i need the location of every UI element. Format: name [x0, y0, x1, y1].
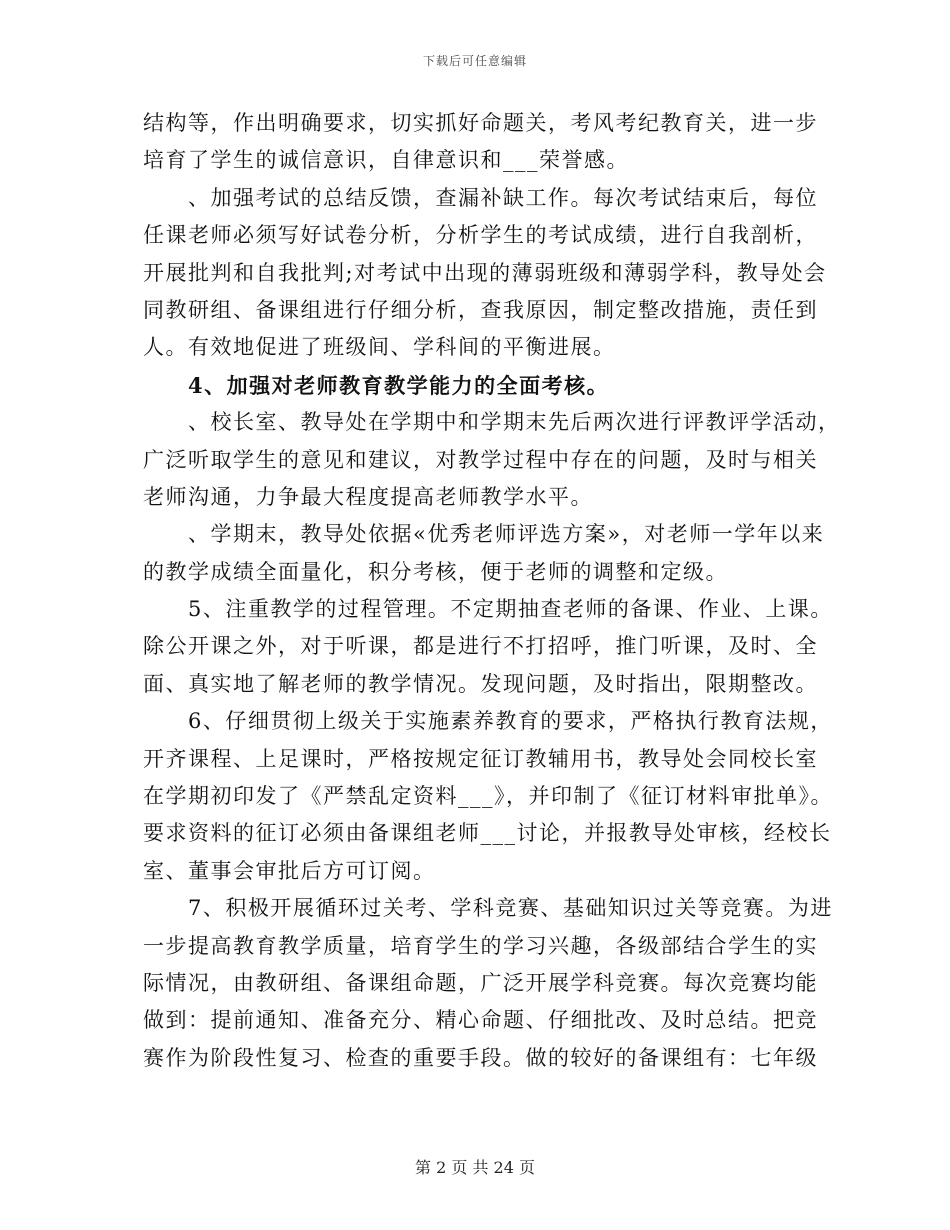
- text-line: 老师沟通，力争最大程度提高老师教学水平。: [143, 484, 593, 509]
- text-line: 、加强考试的总结反馈，查漏补缺工作。每次考试结束后，每位: [143, 185, 818, 210]
- text-line: 开齐课程、上足课时，严格按规定征订教辅用书，教导处会同校长室: [143, 746, 818, 771]
- text-line: 广泛听取学生的意见和建议，对教学过程中存在的问题，及时与相关: [143, 447, 818, 472]
- text-line: 做到：提前通知、准备充分、精心命题、仔细批改、及时总结。把竞: [143, 1008, 818, 1033]
- text-line: 任课老师必须写好试卷分析，分析学生的考试成绩，进行自我剖析，: [143, 223, 818, 248]
- text-line: 结构等，作出明确要求，切实抓好命题关，考风考纪教育关，进一步: [143, 111, 818, 135]
- text-line: 赛作为阶段性复习、检查的重要手段。做的较好的备课组有：七年级: [143, 1045, 818, 1070]
- text-line: 同教研组、备课组进行仔细分析，查我原因，制定整改措施，责任到: [143, 297, 818, 322]
- text-line: 的教学成绩全面量化，积分考核，便于老师的调整和定级。: [143, 559, 728, 584]
- page-footer: 第 2 页 共 24 页: [415, 1158, 535, 1177]
- document-body: [143, 105, 841, 1077]
- text-line: 人。有效地促进了班级间、学科间的平衡进展。: [143, 335, 616, 360]
- text-line: 要求资料的征订必须由备课组老师___讨论，并报教导处审核，经校长: [143, 821, 832, 846]
- text-line: 、校长室、教导处在学期中和学期末先后两次进行评教评学活动，: [143, 410, 841, 435]
- page-header: 下载后可任意编辑: [422, 54, 527, 68]
- text-line: 培育了学生的诚信意识，自律意识和___荣誉感。: [143, 148, 629, 173]
- text-line: 在学期初印发了《严禁乱定资料___》，并印制了《征订材料审批单》。: [143, 784, 833, 809]
- text-line: 一步提高教育教学质量，培育学生的学习兴趣，各级部结合学生的实: [143, 933, 818, 958]
- section-heading: 4、加强对老师教育教学能力的全面考核。: [143, 372, 610, 398]
- text-line: 6、仔细贯彻上级关于实施素养教育的要求，严格执行教育法规，: [143, 709, 833, 734]
- text-line: 除公开课之外，对于听课，都是进行不打招呼，推门听课，及时、全: [143, 634, 818, 659]
- text-line: 面、真实地了解老师的教学情况。发现问题，及时指出，限期整改。: [143, 671, 818, 696]
- text-line: 5、注重教学的过程管理。不定期抽查老师的备课、作业、上课。: [143, 597, 833, 622]
- text-line: 室、董事会审批后方可订阅。: [143, 858, 436, 883]
- text-line: 、学期末，教导处依据«优秀老师评选方案»，对老师一学年以来: [143, 522, 825, 547]
- text-line: 开展批判和自我批判;对考试中出现的薄弱班级和薄弱学科，教导处会: [143, 260, 827, 285]
- text-line: 7、积极开展循环过关考、学科竞赛、基础知识过关等竞赛。为进: [143, 896, 833, 921]
- text-line: 际情况，由教研组、备课组命题，广泛开展学科竞赛。每次竞赛均能: [143, 970, 818, 995]
